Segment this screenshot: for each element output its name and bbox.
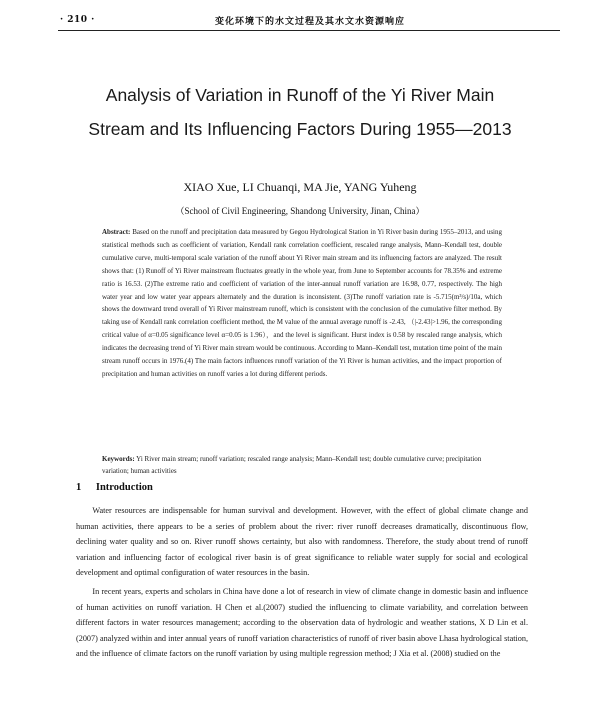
paper-title xyxy=(40,78,560,146)
keywords-text: Yi River main stream; runoff variation; rescaled range analysis; Mann–Kendall test; double cumulative curve; precipitation variation; human activities xyxy=(102,455,482,475)
header-rule xyxy=(58,30,560,31)
running-header xyxy=(60,12,560,28)
paragraph: Water resources are indispensable for human survival and development. However, with the effect of global climate change and human activities, there appears to be a series of problem about the river: river runoff decreases dramatically, discontinuous flow, declining water quality and so on. River runoff shows certainty, but also with randomness. Therefore, the study about trend of runoff variation and influencing factor of ecological river basin is of great significance to reliable water supply for social and ecological development and optimal configuration of water resources in the basin. xyxy=(76,506,528,578)
section-heading xyxy=(76,482,153,493)
section-number: 1 xyxy=(76,482,82,493)
keywords xyxy=(102,453,502,477)
abstract-label: Abstract: xyxy=(102,228,131,236)
authors: XIAO Xue, LI Chuanqi, MA Jie, YANG Yuheng xyxy=(183,180,417,194)
abstract xyxy=(102,226,502,381)
title-line-1: Analysis of Variation in Runoff of the Yi River Main xyxy=(105,85,495,105)
section-title: Introduction xyxy=(95,482,153,493)
abstract-text: Based on the runoff and precipitation data measured by Gegou Hydrological Station in Yi River basin during 1955–2013, and using statistical methods such as coefficient of variation, Kendall rank correlation coefficient, rescaled range analysis, Mann–Kendall test, double cumulative curve, multi-temporal scale variation of the runoff about Yi River main stream and its influencing factors are analyzed. The result shows that: (1) Runoff of Yi River mainstream fluctuates greatly in the whole year, from June to September accounts for 78.35% and extreme ratio is 16.53. (2)The extreme ratio and coefficient of variation of the inter-annual runoff variation are 16.98, 0.77, respectively. The high water year and low water year appears alternately and the duration is inconsistent. (3)The runoff variation rate is -5.715(m³/s)/10a, which shows the downward trend overall of Yi River mainstream runoff, which is consistent with the conclusion of the cumulative filter method. By taking use of Kendall rank correlation coefficient method, the M value of the annual average runoff is -2.43, （|-2.43|>1.96, the corresponding critical value of α=0.05 significance level α=0.05 is 1.96），and the level is significant. Hurst index is 0.58 by rescaled range analysis, which indicates the decreasing trend of Yi River main stream would be continuous. According to Mann–Kendall test, mutation time point of the main stream runoff occurs in 1976.(4) The main factors influences runoff variation of the Yi River is human activities, and the impact proportion of precipitation and human activities on runoff varies a lot during different periods. xyxy=(102,228,502,378)
page-number: · 210 · xyxy=(60,15,95,25)
affiliation: （School of Civil Engineering, Shandong University, Jinan, China） xyxy=(175,206,425,216)
paragraph: In recent years, experts and scholars in China have done a lot of research in view of climate change in domestic basin and influence of human activities on runoff variation. H Chen et al.(2007) studied the influencing to climate variability, and correlation between different factors in water resources management; according to the observation data of hydrologic and weather stations, X D Lin et al. (2007) analyzed within and inter annual years of runoff variation characteristics of runoff of river basin above Lhasa hydrological station, and the influence of climate factors on the runoff variation by using multiple regression method; J Xia et al. (2008) studied on the xyxy=(76,586,528,659)
body-text xyxy=(76,503,528,665)
keywords-label: Keywords: xyxy=(102,455,135,463)
title-line-2: Stream and Its Influencing Factors During 1955—2013 xyxy=(88,119,512,139)
running-title: 变化环境下的水文过程及其水文水资源响应 xyxy=(214,17,405,27)
